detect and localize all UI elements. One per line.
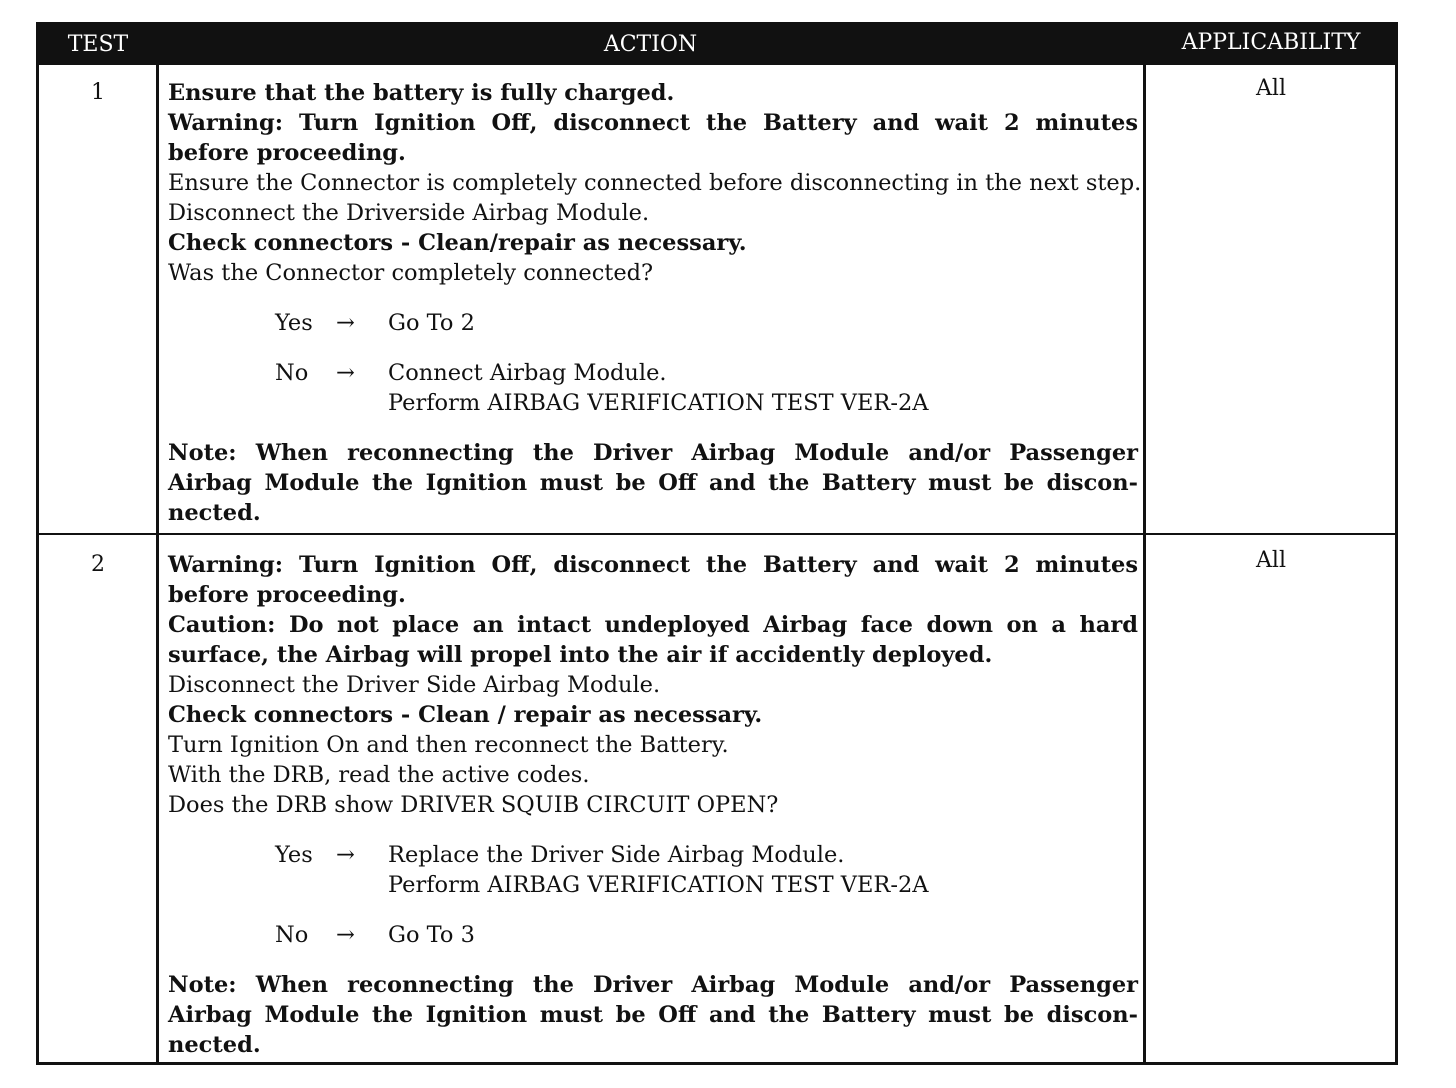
header-applicability: APPLICABILITY xyxy=(1181,30,1361,55)
action-step: Disconnect the Driver Side Airbag Module. xyxy=(168,672,661,698)
warning-text: before proceeding. xyxy=(168,140,406,166)
test-number: 1 xyxy=(91,80,105,105)
yes-branch-continued xyxy=(168,870,1138,900)
action-step: Ensure the Connector is completely connected before disconnecting in the next step. xyxy=(168,170,1142,196)
yes-branch xyxy=(168,308,1138,338)
no-branch-continued xyxy=(168,388,1138,418)
no-branch xyxy=(168,358,1138,388)
question-text: Does the DRB show DRIVER SQUIB CIRCUIT OPEN? xyxy=(168,792,779,818)
action-step: Check connectors - Clean / repair as necessary. xyxy=(168,702,763,728)
action-step: Check connectors - Clean/repair as necessary. xyxy=(168,230,747,256)
note-text: Airbag Module the Ignition must be Off and the Battery must be discon- xyxy=(168,1002,1138,1028)
action-step: Turn Ignition On and then reconnect the Battery. xyxy=(168,732,729,758)
no-branch xyxy=(168,920,1138,950)
warning-text: Warning: Turn Ignition Off, disconnect the Battery and wait 2 minutes xyxy=(168,552,1138,578)
note-text: Note: When reconnecting the Driver Airbag Module and/or Passenger xyxy=(168,440,1138,466)
action-step: Disconnect the Driverside Airbag Module. xyxy=(168,200,650,226)
yes-branch xyxy=(168,840,1138,870)
yes-action: Replace the Driver Side Airbag Module. xyxy=(388,842,845,868)
applicability-value: All xyxy=(1256,76,1286,101)
action-step: With the DRB, read the active codes. xyxy=(168,762,590,788)
test-number: 2 xyxy=(91,552,105,577)
applicability-value: All xyxy=(1256,548,1286,573)
warning-text: Warning: Turn Ignition Off, disconnect the Battery and wait 2 minutes xyxy=(168,110,1138,136)
caution-text: Caution: Do not place an intact undeployed Airbag face down on a hard xyxy=(168,612,1138,638)
note-text: Note: When reconnecting the Driver Airbag Module and/or Passenger xyxy=(168,972,1138,998)
arrow-icon: → xyxy=(336,310,355,336)
no-action: Connect Airbag Module. xyxy=(388,360,667,386)
question-text: Was the Connector completely connected? xyxy=(168,260,654,286)
note-text: nected. xyxy=(168,1032,261,1058)
header-test: TEST xyxy=(67,32,129,57)
yes-label: Yes xyxy=(275,842,313,868)
yes-label: Yes xyxy=(275,310,313,336)
no-action-followup: Perform AIRBAG VERIFICATION TEST VER-2A xyxy=(388,390,929,416)
action-step: Ensure that the battery is fully charged. xyxy=(168,80,675,106)
caution-text: surface, the Airbag will propel into the air if accidently deployed. xyxy=(168,642,993,668)
test-2-action xyxy=(168,550,1138,1060)
row-divider xyxy=(39,533,1395,535)
arrow-icon: → xyxy=(336,842,355,868)
test-1-action xyxy=(168,78,1142,528)
no-action: Go To 3 xyxy=(388,922,475,948)
yes-action: Go To 2 xyxy=(388,310,475,336)
arrow-icon: → xyxy=(336,922,355,948)
note-text: nected. xyxy=(168,500,261,526)
yes-action-followup: Perform AIRBAG VERIFICATION TEST VER-2A xyxy=(388,872,929,898)
no-label: No xyxy=(275,360,309,386)
diagnostic-test-table xyxy=(36,22,1398,1065)
header-action: ACTION xyxy=(603,32,698,57)
no-label: No xyxy=(275,922,309,948)
note-text: Airbag Module the Ignition must be Off and the Battery must be discon- xyxy=(168,470,1138,496)
warning-text: before proceeding. xyxy=(168,582,406,608)
arrow-icon: → xyxy=(336,360,355,386)
table-header-row xyxy=(39,25,1395,65)
